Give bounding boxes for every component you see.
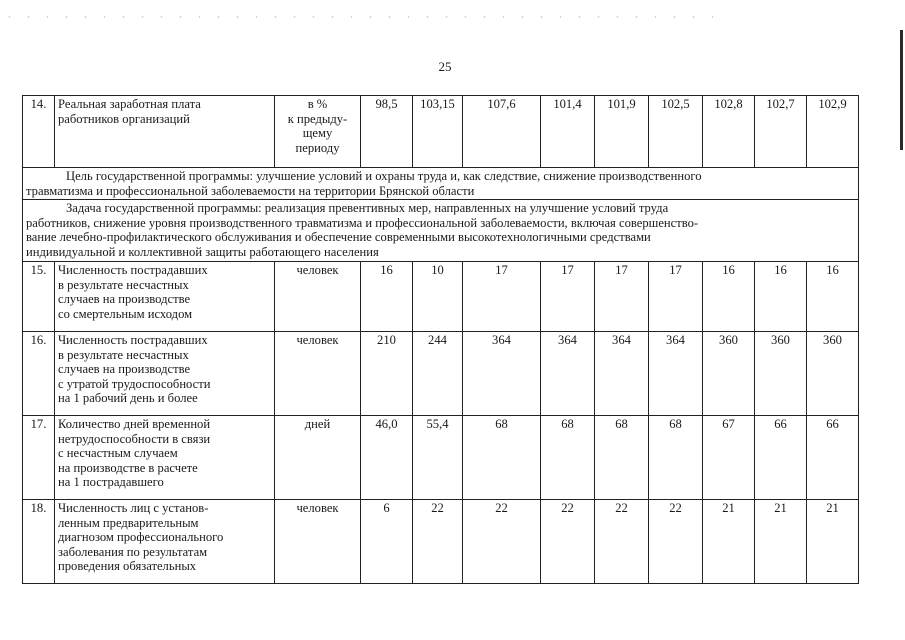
value-cell: 10	[413, 262, 463, 332]
section-heading-line: Цель государственной программы: улучшение условий и охраны труда и, как следствие, снижение производственного	[66, 169, 702, 183]
indicator-name-line: в результате несчастных	[58, 277, 189, 292]
value-cell: 68	[649, 416, 703, 500]
value-cell: 68	[541, 416, 595, 500]
unit-of-measure	[275, 500, 361, 584]
section-heading-line: Задача государственной программы: реализация превентивных мер, направленных на улучшение условий труда	[66, 201, 669, 215]
indicators-table	[22, 95, 859, 584]
indicator-name-line: в результате несчастных	[58, 347, 189, 362]
value-cell: 16	[703, 262, 755, 332]
section-heading-line: вание лечебно-профилактического обслуживания и обеспечение современными высокотехнологичными средствами	[26, 230, 651, 244]
table-row	[23, 262, 859, 332]
value-cell: 210	[361, 332, 413, 416]
value-cell: 22	[541, 500, 595, 584]
indicator-name	[55, 500, 275, 584]
value-cell: 101,4	[541, 96, 595, 168]
indicator-name-line: случаев на производстве	[58, 362, 191, 376]
indicator-name-line: с несчастным случаем	[58, 446, 178, 460]
unit-line: к предыду-	[287, 111, 348, 126]
section-heading-cell	[23, 200, 859, 262]
indicator-name-line: со смертельным исходом	[58, 306, 193, 321]
value-cell: 102,8	[703, 96, 755, 168]
table-row	[23, 416, 859, 500]
row-number: 15.	[23, 262, 55, 332]
value-cell: 16	[755, 262, 807, 332]
value-cell: 360	[807, 332, 859, 416]
unit-line: человек	[296, 501, 339, 515]
unit-line: человек	[296, 263, 339, 277]
value-cell: 102,9	[807, 96, 859, 168]
indicator-name-line: на 1 пострадавшего	[58, 475, 164, 489]
indicator-name-line: случаев на производстве	[58, 292, 191, 306]
value-cell: 16	[361, 262, 413, 332]
indicator-name	[55, 416, 275, 500]
value-cell: 21	[807, 500, 859, 584]
value-cell: 364	[649, 332, 703, 416]
value-cell: 98,5	[361, 96, 413, 168]
indicator-name-line: Численность пострадавших	[58, 263, 208, 277]
value-cell: 360	[755, 332, 807, 416]
table-section-row	[23, 168, 859, 200]
scan-edge-mark	[900, 30, 903, 150]
table-row	[23, 96, 859, 168]
table-section-row	[23, 200, 859, 262]
value-cell: 364	[463, 332, 541, 416]
row-number: 17.	[23, 416, 55, 500]
value-cell: 22	[649, 500, 703, 584]
indicator-name	[55, 332, 275, 416]
indicator-name-line: Реальная заработная плата	[58, 97, 201, 111]
value-cell: 17	[541, 262, 595, 332]
indicator-name-line: с утратой трудоспособности	[58, 376, 211, 391]
value-cell: 55,4	[413, 416, 463, 500]
unit-of-measure	[275, 262, 361, 332]
value-cell: 244	[413, 332, 463, 416]
unit-line: человек	[296, 333, 339, 347]
value-cell: 17	[649, 262, 703, 332]
value-cell: 360	[703, 332, 755, 416]
value-cell: 66	[807, 416, 859, 500]
indicator-name-line: Численность лиц с установ-	[58, 501, 209, 515]
section-heading-line: травматизма и профессиональной заболеваемости на территории Брянской области	[26, 183, 475, 198]
indicator-name	[55, 262, 275, 332]
unit-of-measure	[275, 96, 361, 168]
unit-line: дней	[304, 417, 331, 431]
value-cell: 22	[595, 500, 649, 584]
value-cell: 22	[413, 500, 463, 584]
page-number: 25	[438, 59, 452, 74]
value-cell: 364	[541, 332, 595, 416]
section-heading-line: работников, снижение уровня производственного травматизма и профессиональной заболеваемости, включая совершенство-	[26, 215, 699, 230]
unit-line: в %	[307, 97, 328, 111]
value-cell: 67	[703, 416, 755, 500]
indicator-name-line: Количество дней временной	[58, 417, 211, 431]
scan-artifact-dots	[0, 16, 730, 18]
value-cell: 16	[807, 262, 859, 332]
indicator-name-line: диагнозом профессионального	[58, 530, 224, 544]
indicator-name-line: проведения обязательных	[58, 559, 197, 573]
indicator-name-line: работников организаций	[58, 111, 190, 126]
unit-line: щему	[302, 126, 333, 140]
indicator-name-line: Численность пострадавших	[58, 333, 208, 347]
indicator-name	[55, 96, 275, 168]
unit-of-measure	[275, 332, 361, 416]
indicator-name-line: на 1 рабочий день и более	[58, 391, 198, 405]
table-row	[23, 332, 859, 416]
value-cell: 107,6	[463, 96, 541, 168]
value-cell: 101,9	[595, 96, 649, 168]
indicator-name-line: на производстве в расчете	[58, 460, 198, 475]
row-number: 18.	[23, 500, 55, 584]
section-heading-line: индивидуальной и коллективной защиты работающего населения	[26, 244, 379, 259]
row-number: 16.	[23, 332, 55, 416]
value-cell: 17	[463, 262, 541, 332]
row-number: 14.	[23, 96, 55, 168]
value-cell: 68	[595, 416, 649, 500]
value-cell: 68	[463, 416, 541, 500]
indicator-name-line: ленным предварительным	[58, 515, 199, 530]
table-row	[23, 500, 859, 584]
value-cell: 21	[755, 500, 807, 584]
value-cell: 17	[595, 262, 649, 332]
value-cell: 46,0	[361, 416, 413, 500]
value-cell: 21	[703, 500, 755, 584]
value-cell: 364	[595, 332, 649, 416]
unit-of-measure	[275, 416, 361, 500]
value-cell: 22	[463, 500, 541, 584]
unit-line: периоду	[295, 140, 340, 155]
value-cell: 66	[755, 416, 807, 500]
section-heading-cell	[23, 168, 859, 200]
value-cell: 102,7	[755, 96, 807, 168]
indicator-name-line: нетрудоспособности в связи	[58, 431, 211, 446]
indicator-name-line: заболевания по результатам	[58, 544, 208, 559]
value-cell: 103,15	[413, 96, 463, 168]
value-cell: 102,5	[649, 96, 703, 168]
value-cell: 6	[361, 500, 413, 584]
